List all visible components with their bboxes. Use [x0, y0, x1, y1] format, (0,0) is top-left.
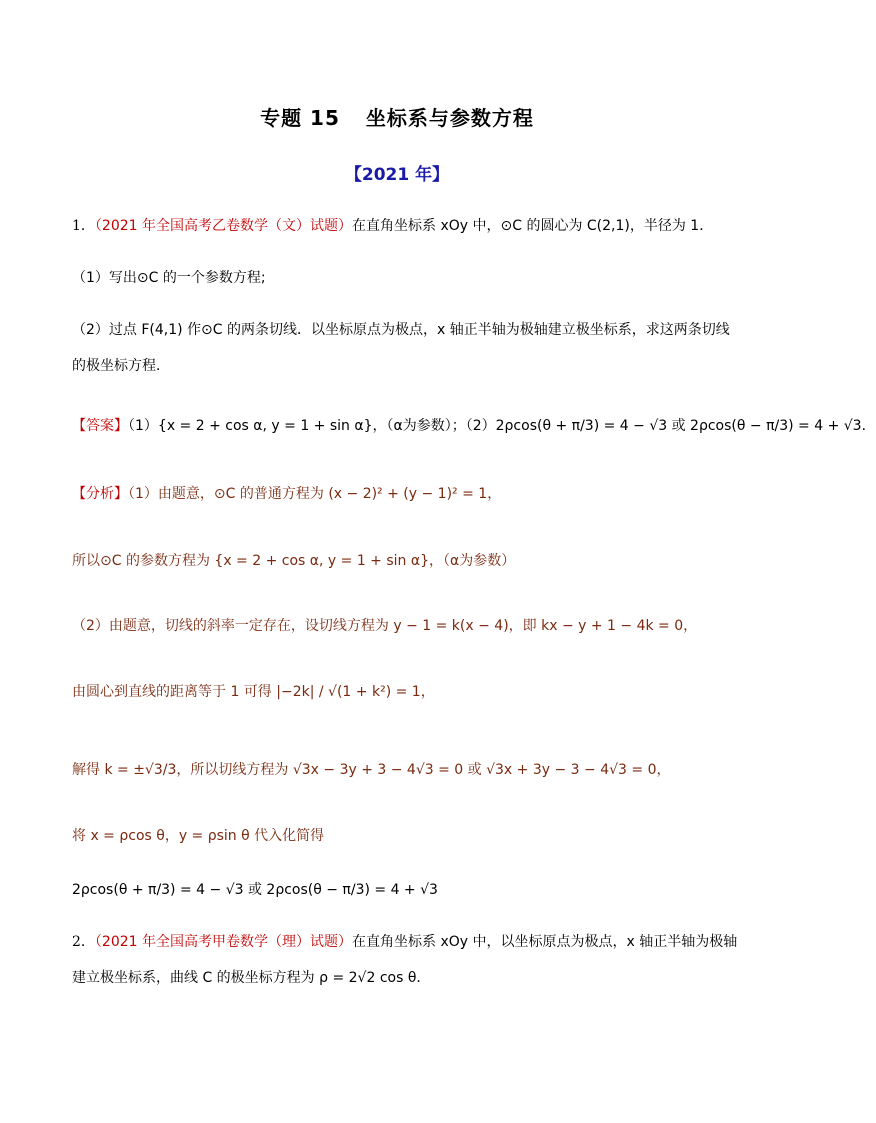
q1-analysis-7: 2ρcos(θ + π/3) = 4 − √3 或 2ρcos(θ − π/3) = 4 + √3: [72, 882, 438, 898]
q2-stem-line2: 建立极坐标系，曲线 C 的极坐标方程为 ρ = 2√2 cos θ．: [72, 970, 431, 986]
q1-stem: [72, 216, 713, 236]
q2-source: （2021 年全国高考甲卷数学（理）试题）: [94, 934, 352, 950]
q1-analysis-3: （2）由题意，切线的斜率一定存在，设切线方程为 y − 1 = k(x − 4)，即 kx − y + 1 − 4k = 0，: [72, 618, 698, 634]
answer-tag: 【答案】: [72, 418, 128, 434]
q1-part2-line1: （2）过点 F(4,1) 作⊙C 的两条切线．以坐标原点为极点，x 轴正半轴为极轴建立极坐标系，求这两条切线: [72, 322, 730, 338]
answer-text: （1）{x = 2 + cos α, y = 1 + sin α}，（α为参数）；（2）2ρcos(θ + π/3) = 4 − √3 或 2ρcos(θ − π/3) = 4 + √3．: [128, 418, 876, 434]
title-number: 专题 15: [260, 106, 340, 130]
q2-stem-line1: [72, 932, 737, 952]
q1-number: 1．: [72, 218, 95, 234]
q1-analysis-5: 解得 k = ±√3/3，所以切线方程为 √3x − 3y + 3 − 4√3 = 0 或 √3x + 3y − 3 − 4√3 = 0，: [72, 762, 671, 778]
q1-answer: [72, 416, 876, 436]
q1-source: （2021 年全国高考乙卷数学（文）试题）: [94, 218, 352, 234]
year-heading: 【2021 年】: [344, 165, 450, 185]
q1-analysis-2: 所以⊙C 的参数方程为 {x = 2 + cos α, y = 1 + sin α}，（α为参数）: [72, 553, 516, 569]
analysis-tag: 【分析】: [72, 486, 128, 502]
q1-analysis-1: [72, 484, 501, 504]
title-text: 坐标系与参数方程: [365, 106, 534, 130]
page-title: [0, 102, 794, 131]
analysis-line-1: （1）由题意，⊙C 的普通方程为 (x − 2)² + (y − 1)² = 1，: [128, 486, 502, 502]
q2-number: 2．: [72, 934, 95, 950]
q1-stem-text: 在直角坐标系 xOy 中，⊙C 的圆心为 C(2,1)，半径为 1．: [352, 218, 714, 234]
q1-analysis-6: 将 x = ρcos θ，y = ρsin θ 代入化简得: [72, 828, 325, 844]
q2-stem-a: 在直角坐标系 xOy 中，以坐标原点为极点，x 轴正半轴为极轴: [352, 934, 738, 950]
q1-part1: （1）写出⊙C 的一个参数方程;: [72, 270, 266, 286]
q1-analysis-4: 由圆心到直线的距离等于 1 可得 |−2k| / √(1 + k²) = 1，: [72, 684, 435, 700]
q1-part2-line2: 的极坐标方程．: [72, 358, 170, 374]
